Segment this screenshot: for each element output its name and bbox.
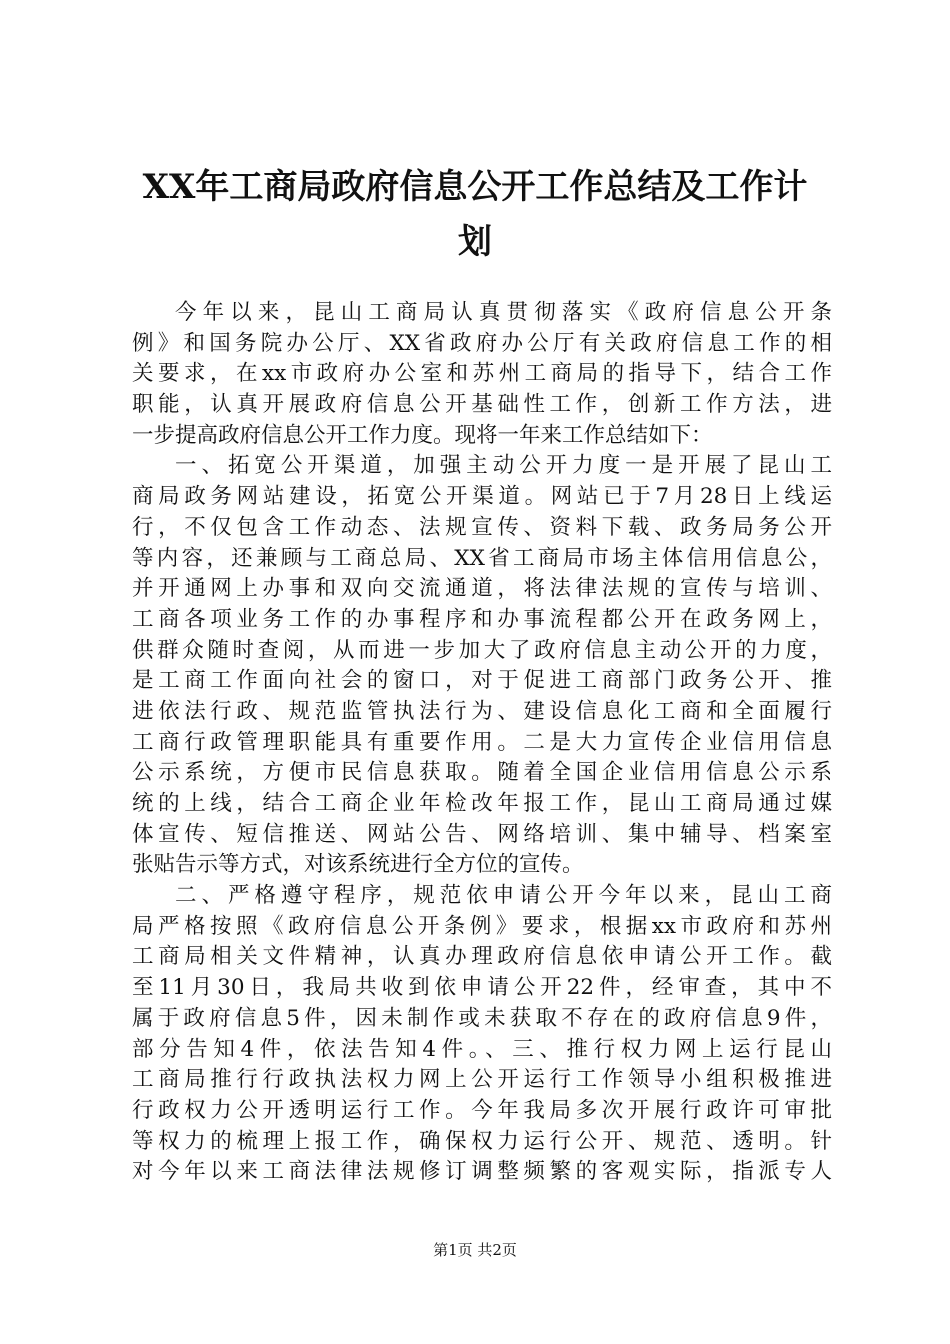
body-line: 工商局推行行政执法权力网上公开运行工作领导小组积极推进 (132, 1067, 832, 1093)
body-line: 关要求，在xx市政府办公室和苏州工商局的指导下，结合工作 (132, 361, 832, 387)
body-line: 对今年以来工商法律法规修订调整频繁的客观实际，指派专人 (132, 1159, 832, 1185)
body-line: 供群众随时查阅，从而进一步加大了政府信息主动公开的力度， (132, 637, 832, 663)
body-line: 工商局相关文件精神，认真办理政府信息依申请公开工作。截 (132, 944, 832, 970)
page-title-line-2: 划 (458, 222, 492, 262)
body-line: 局严格按照《政府信息公开条例》要求，根据xx市政府和苏州 (132, 913, 832, 939)
body-line: 一、拓宽公开渠道，加强主动公开力度一是开展了昆山工 (175, 453, 832, 479)
body-line: 属于政府信息5件，因未制作或未获取不存在的政府信息9件， (132, 1005, 832, 1031)
body-line: 统的上线，结合工商企业年检改年报工作，昆山工商局通过媒 (132, 791, 832, 816)
body-line: 行政权力公开透明运行工作。今年我局多次开展行政许可审批 (132, 1097, 832, 1123)
body-line: 今年以来，昆山工商局认真贯彻落实《政府信息公开条 (175, 300, 832, 325)
body-line: 二、严格遵守程序，规范依申请公开今年以来，昆山工商 (175, 883, 832, 909)
body-line: 例》和国务院办公厅、XX省政府办公厅有关政府信息工作的相 (132, 330, 832, 356)
document-body (132, 298, 832, 1188)
page-title-line-1: XX年工商局政府信息公开工作总结及工作计 (142, 167, 808, 207)
body-line: 是工商工作面向社会的窗口，对于促进工商部门政务公开、推 (132, 668, 832, 694)
body-line: 至11月30日，我局共收到依申请公开22件，经审查，其中不 (132, 975, 832, 1001)
body-line: 商局政务网站建设，拓宽公开渠道。网站已于7月28日上线运 (132, 484, 832, 510)
body-line: 部分告知4件，依法告知4件。、三、推行权力网上运行昆山 (132, 1036, 832, 1062)
body-line: 体宣传、短信推送、网站公告、网络培训、集中辅导、档案室 (132, 821, 832, 847)
body-line: 一步提高政府信息公开工作力度。现将一年来工作总结如下： (132, 422, 713, 448)
body-line: 进依法行政、规范监管执法行为、建设信息化工商和全面履行 (132, 698, 832, 724)
body-line: 并开通网上办事和双向交流通道，将法律法规的宣传与培训、 (132, 576, 832, 602)
body-line: 工商行政管理职能具有重要作用。二是大力宣传企业信用信息 (132, 729, 832, 755)
body-line: 工商各项业务工作的办事程序和办事流程都公开在政务网上， (132, 606, 832, 632)
body-line: 等内容，还兼顾与工商总局、XX省工商局市场主体信用信息公， (132, 545, 832, 571)
body-line: 等权力的梳理上报工作，确保权力运行公开、规范、透明。针 (132, 1128, 832, 1154)
body-line: 职能，认真开展政府信息公开基础性工作，创新工作方法，进 (132, 392, 832, 418)
body-line: 公示系统，方便市民信息获取。随着全国企业信用信息公示系 (132, 760, 832, 786)
body-line: 行，不仅包含工作动态、法规宣传、资料下载、政务局务公开 (132, 514, 832, 540)
body-line: 张贴告示等方式，对该系统进行全方位的宣传。 (132, 852, 584, 878)
page-number-footer: 第1页 共2页 (433, 1241, 517, 1259)
